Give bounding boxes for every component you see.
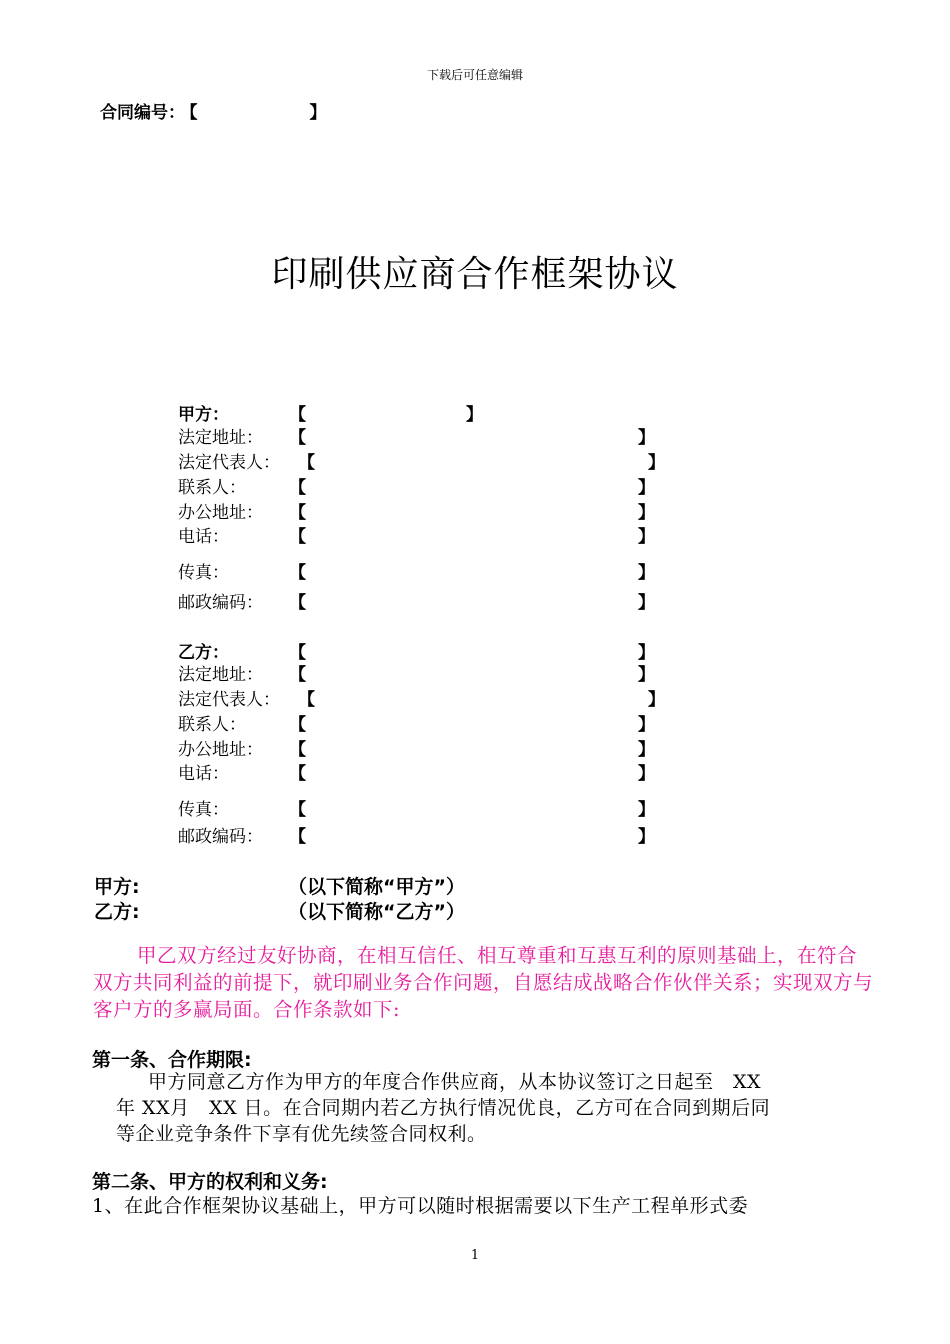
article-1-line-1: 甲方同意乙方作为甲方的年度合作供应商，从本协议签订之日起至 XX	[148, 1071, 762, 1093]
party-a-line	[94, 872, 465, 899]
bracket-close: 】	[638, 665, 655, 685]
bracket-open: 【	[289, 478, 306, 498]
party-a-office-address-label: 办公地址：	[178, 503, 263, 523]
party-b-postal-code-label: 邮政编码：	[178, 827, 263, 847]
party-b-fax-label: 传真：	[178, 800, 229, 820]
bracket-close: 】	[638, 527, 655, 547]
party-a-label: 甲方:	[94, 876, 140, 898]
bracket-close: 】	[638, 715, 655, 735]
article-2-heading: 第二条、甲方的权利和义务:	[92, 1171, 328, 1193]
bracket-close: 】	[638, 428, 655, 448]
party-b-office-address-label: 办公地址：	[178, 740, 263, 760]
party-a-postal-code-label: 邮政编码：	[178, 593, 263, 613]
bracket-open: 【	[289, 503, 306, 523]
page-number: 1	[470, 1248, 480, 1263]
bracket-close: 】	[638, 643, 655, 663]
bracket-open: 【	[289, 527, 306, 547]
party-a-fax-label: 传真：	[178, 563, 229, 583]
article-1-line-2: 年 XX月 XX 日。在合同期内若乙方执行情况优良，乙方可在合同到期后同	[116, 1097, 771, 1119]
bracket-open: 【	[289, 715, 306, 735]
article-1-line-3: 等企业竞争条件下享有优先续签合同权利。	[116, 1123, 487, 1145]
bracket-close: 】	[638, 740, 655, 760]
party-b-contact-label: 联系人：	[178, 715, 246, 735]
bracket-open: 【	[289, 764, 306, 784]
party-b-name-label: 乙方：	[178, 643, 229, 663]
bracket-open: 【	[289, 428, 306, 448]
bracket-close: 】	[638, 478, 655, 498]
bracket-open: 【	[289, 405, 306, 425]
bracket-open: 【	[298, 690, 315, 710]
bracket-close: 】	[648, 690, 665, 710]
header-note: 下载后可任意编辑	[426, 68, 523, 82]
party-a-legal-address-label: 法定地址：	[178, 428, 263, 448]
bracket-close: 】	[638, 800, 655, 820]
bracket-open: 【	[289, 643, 306, 663]
party-a-abbreviation: （以下简称“甲方”）	[288, 876, 465, 898]
bracket-close: 】	[638, 563, 655, 583]
intro-paragraph: 甲乙双方经过友好协商，在相互信任、相互尊重和互惠互利的原则基础上，在符合双方共同利益的前提下，就印刷业务合作问题，自愿结成战略合作伙伴关系；实现双方与客户方的多赢局面。合作条款如下:	[93, 944, 874, 1021]
party-a-legal-rep-label: 法定代表人：	[178, 453, 280, 473]
document-title: 印刷供应商合作框架协议	[271, 254, 679, 295]
party-b-legal-address-label: 法定地址：	[178, 665, 263, 685]
party-a-name-label: 甲方：	[178, 405, 229, 425]
bracket-close: 】	[638, 764, 655, 784]
bracket-open: 【	[289, 740, 306, 760]
bracket-close: 】	[466, 405, 483, 425]
party-b-abbreviation: （以下简称“乙方”）	[288, 901, 465, 923]
bracket-close: 】	[648, 453, 665, 473]
bracket-close: 】	[638, 593, 655, 613]
contract-number-bracket-close: 】	[309, 103, 327, 123]
bracket-open: 【	[289, 665, 306, 685]
article-1-heading: 第一条、合作期限:	[92, 1049, 252, 1071]
bracket-open: 【	[289, 563, 306, 583]
party-a-contact-label: 联系人：	[178, 478, 246, 498]
party-b-line	[94, 897, 465, 924]
bracket-open: 【	[289, 827, 306, 847]
party-a-phone-label: 电话：	[178, 527, 229, 547]
bracket-open: 【	[298, 453, 315, 473]
contract-number-label: 合同编号：	[100, 103, 185, 123]
bracket-open: 【	[289, 800, 306, 820]
party-b-label: 乙方:	[94, 901, 140, 923]
party-b-phone-label: 电话：	[178, 764, 229, 784]
contract-number-bracket-open: 【	[189, 103, 198, 123]
bracket-open: 【	[289, 593, 306, 613]
article-2-line-1: 1、在此合作框架协议基础上，甲方可以随时根据需要以下生产工程单形式委	[92, 1195, 749, 1217]
bracket-close: 】	[638, 827, 655, 847]
bracket-close: 】	[638, 503, 655, 523]
party-b-legal-rep-label: 法定代表人：	[178, 690, 280, 710]
contract-number	[100, 98, 327, 123]
